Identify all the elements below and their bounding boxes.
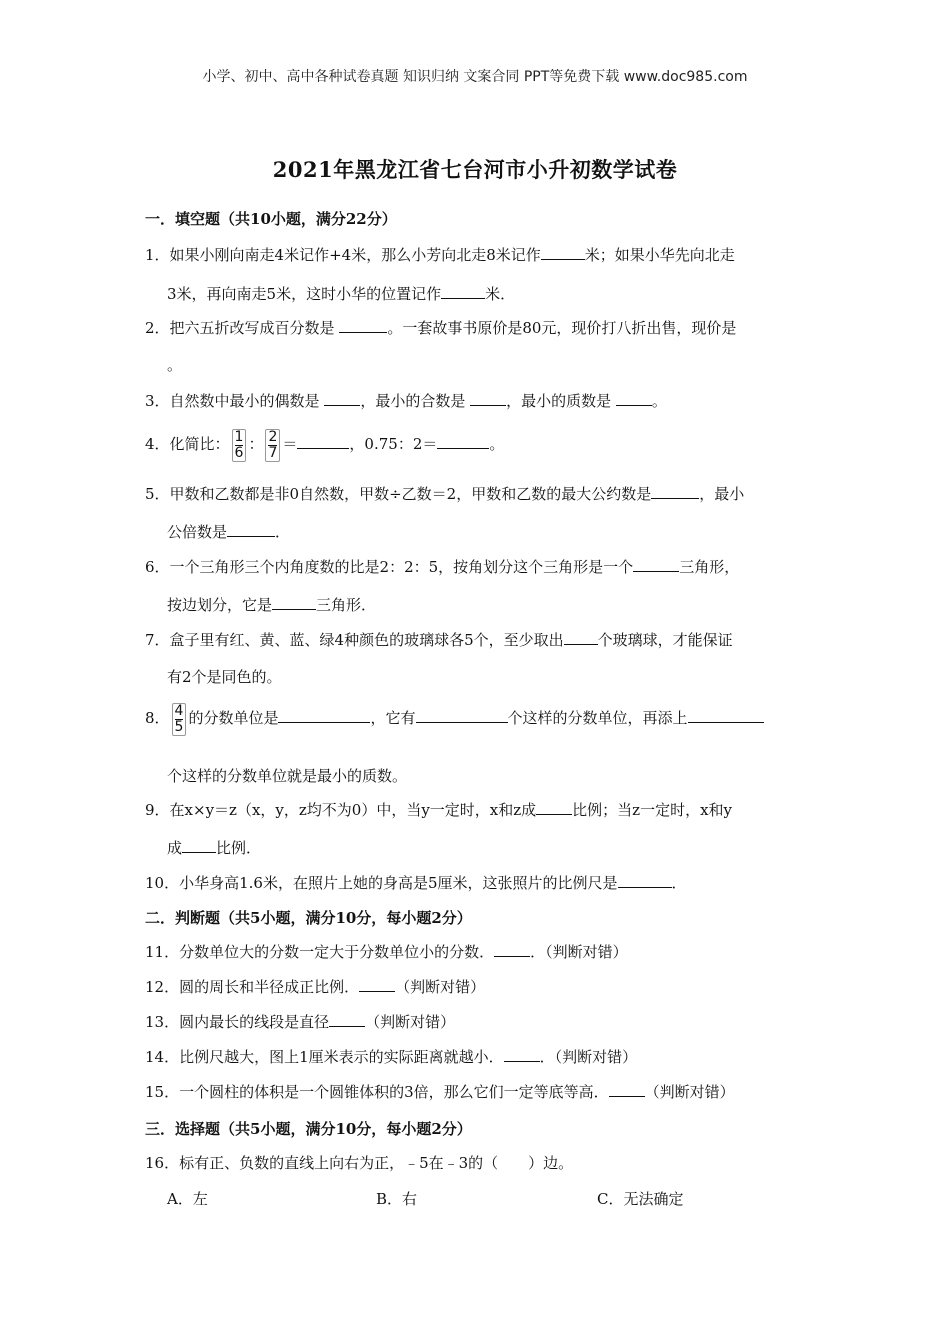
- q16-option-b: B．右: [376, 1190, 418, 1208]
- q2-text-b: 。一套故事书原价是80元，现价打八折出售，现价是: [387, 319, 737, 337]
- q3-text-b: ，最小的合数是: [360, 392, 471, 410]
- q7-text-a: 7．盒子里有红、黄、蓝、绿4种颜色的玻璃球各5个，至少取出: [145, 631, 564, 649]
- q14-blank: [504, 1047, 540, 1062]
- question-11: [145, 942, 815, 962]
- q8-text-a: 8．: [145, 709, 170, 727]
- q11-text-a: 11．分数单位大的分数一定大于分数单位小的分数．: [145, 943, 495, 961]
- q3-blank-1: [324, 391, 360, 406]
- q4-frac1-num: 1: [234, 428, 244, 445]
- q13-text-b: （判断对错）: [365, 1013, 456, 1031]
- q6-text-b: 三角形，: [679, 558, 740, 576]
- q6-text-d: 三角形．: [316, 596, 377, 614]
- q1-blank-2: [441, 284, 485, 299]
- q8-blank-3: [688, 708, 764, 723]
- q1-text-a: 1．如果小刚向南走4米记作+4米，那么小芳向北走8米记作: [145, 246, 541, 264]
- q8-text-d: 个这样的分数单位，再添上: [507, 709, 688, 727]
- question-8: [145, 694, 815, 742]
- q9-text-d: 比例．: [216, 839, 262, 857]
- q5-text-b: ，最小: [699, 485, 745, 503]
- question-9-line2: [167, 837, 261, 858]
- question-16: 16．标有正、负数的直线上向右为正，﹣5在﹣3的（ ）边。: [145, 1154, 574, 1172]
- q9-text-a: 9．在x×y＝z（x，y，z均不为0）中，当y一定时，x和z成: [145, 801, 537, 819]
- q5-text-c: 公倍数是: [167, 523, 228, 541]
- question-2: [145, 318, 815, 338]
- q4-text-b: ＝: [282, 435, 298, 453]
- q16-option-a: A．左: [167, 1190, 208, 1208]
- q8-blank-2: [416, 708, 508, 723]
- q1-text-d: 米．: [485, 285, 516, 303]
- q16-option-c: C．无法确定: [597, 1190, 684, 1208]
- q10-blank-1: [618, 873, 672, 888]
- question-2-line2: 。: [167, 356, 183, 374]
- q2-blank-1: [339, 318, 387, 333]
- q6-blank-1: [633, 557, 679, 572]
- q7-blank-1: [564, 630, 598, 645]
- q9-text-b: 比例；当z一定时，x和y: [572, 801, 733, 819]
- q12-text-b: （判断对错）: [395, 978, 486, 996]
- section-multiple-choice: 三．选择题（共5小题，满分10分，每小题2分）: [145, 1120, 472, 1138]
- q4-text-d: 。: [489, 435, 505, 453]
- q8-fraction: [172, 703, 187, 736]
- q10-text-b: ．: [671, 874, 687, 892]
- q5-blank-2: [227, 522, 275, 537]
- q3-text-d: 。: [651, 392, 667, 410]
- question-5: [145, 484, 815, 504]
- q6-blank-2: [272, 595, 316, 610]
- question-4: [145, 420, 815, 468]
- q4-frac1-den: 6: [234, 444, 244, 461]
- q9-blank-1: [536, 800, 572, 815]
- q14-text-b: ．（判断对错）: [539, 1048, 638, 1066]
- q12-blank: [359, 977, 395, 992]
- question-1-line2: [167, 283, 515, 304]
- q4-text-a: 4．化简比：: [145, 435, 230, 453]
- question-1: [145, 245, 815, 265]
- q15-text-b: （判断对错）: [644, 1083, 735, 1101]
- question-6: [145, 557, 815, 577]
- q11-blank: [494, 942, 530, 957]
- q15-blank: [609, 1082, 645, 1097]
- q9-blank-2: [182, 838, 216, 853]
- q3-text-a: 3．自然数中最小的偶数是: [145, 392, 325, 410]
- question-5-line2: [167, 521, 290, 542]
- question-9: [145, 800, 815, 820]
- q13-blank: [329, 1012, 365, 1027]
- q5-text-a: 5．甲数和乙数都是非0自然数，甲数÷乙数＝2，甲数和乙数的最大公约数是: [145, 485, 652, 503]
- question-8-line2: 个这样的分数单位就是最小的质数。: [167, 767, 408, 785]
- q7-text-b: 个玻璃球，才能保证: [597, 631, 733, 649]
- section-true-false: 二．判断题（共5小题，满分10分，每小题2分）: [145, 909, 472, 927]
- question-13: [145, 1012, 815, 1032]
- q6-text-c: 按边划分，它是: [167, 596, 273, 614]
- q6-text-a: 6．一个三角形三个内角度数的比是2：2：5，按角划分这个三角形是一个: [145, 558, 634, 576]
- q11-text-b: ．（判断对错）: [530, 943, 628, 961]
- q3-blank-3: [616, 391, 652, 406]
- question-10: [145, 873, 815, 893]
- q8-text-c: ，它有: [370, 709, 416, 727]
- page-title: 2021年黑龙江省七台河市小升初数学试卷: [272, 157, 678, 182]
- q9-text-c: 成: [167, 839, 183, 857]
- q4-sep: ：: [248, 435, 264, 453]
- q1-blank-1: [541, 245, 585, 260]
- question-15: [145, 1082, 815, 1102]
- q8-text-b: 的分数单位是: [188, 709, 279, 727]
- q12-text-a: 12．圆的周长和半径成正比例．: [145, 978, 360, 996]
- q3-text-c: ，最小的质数是: [506, 392, 616, 410]
- question-6-line2: [167, 594, 376, 615]
- question-7-line2: 有2个是同色的。: [167, 668, 282, 686]
- q13-text-a: 13．圆内最长的线段是直径: [145, 1013, 330, 1031]
- q4-text-c: ，0.75：2＝: [349, 435, 438, 453]
- q4-fraction-2: [265, 429, 280, 462]
- q1-text-c: 3米，再向南走5米，这时小华的位置记作: [167, 285, 442, 303]
- q4-frac2-num: 2: [268, 428, 278, 445]
- question-12: [145, 977, 815, 997]
- q4-blank-1: [297, 434, 349, 449]
- q14-text-a: 14．比例尺越大，图上1厘米表示的实际距离就越小．: [145, 1048, 504, 1066]
- q5-text-d: ．: [275, 523, 291, 541]
- page-header: 小学、初中、高中各种试卷真题 知识归纳 文案合同 PPT等免费下载 www.doc985.com: [202, 69, 748, 85]
- section-fill-blank: 一．填空题（共10小题，满分22分）: [145, 210, 397, 228]
- q15-text-a: 15．一个圆柱的体积是一个圆锥体积的3倍，那么它们一定等底等高．: [145, 1083, 609, 1101]
- question-7: [145, 630, 815, 650]
- q8-frac-den: 5: [174, 718, 184, 735]
- q4-frac2-den: 7: [268, 444, 278, 461]
- q8-blank-1: [278, 708, 370, 723]
- q1-text-b: 米；如果小华先向北走: [584, 246, 735, 264]
- q5-blank-1: [651, 484, 699, 499]
- question-14: [145, 1047, 815, 1067]
- q4-blank-2: [437, 434, 489, 449]
- q10-text-a: 10．小华身高1.6米，在照片上她的身高是5厘米，这张照片的比例尺是: [145, 874, 618, 892]
- q3-blank-2: [470, 391, 506, 406]
- q8-frac-num: 4: [174, 702, 184, 719]
- question-3: [145, 391, 815, 411]
- q2-text-a: 2．把六五折改写成百分数是: [145, 319, 340, 337]
- q4-fraction-1: [232, 429, 247, 462]
